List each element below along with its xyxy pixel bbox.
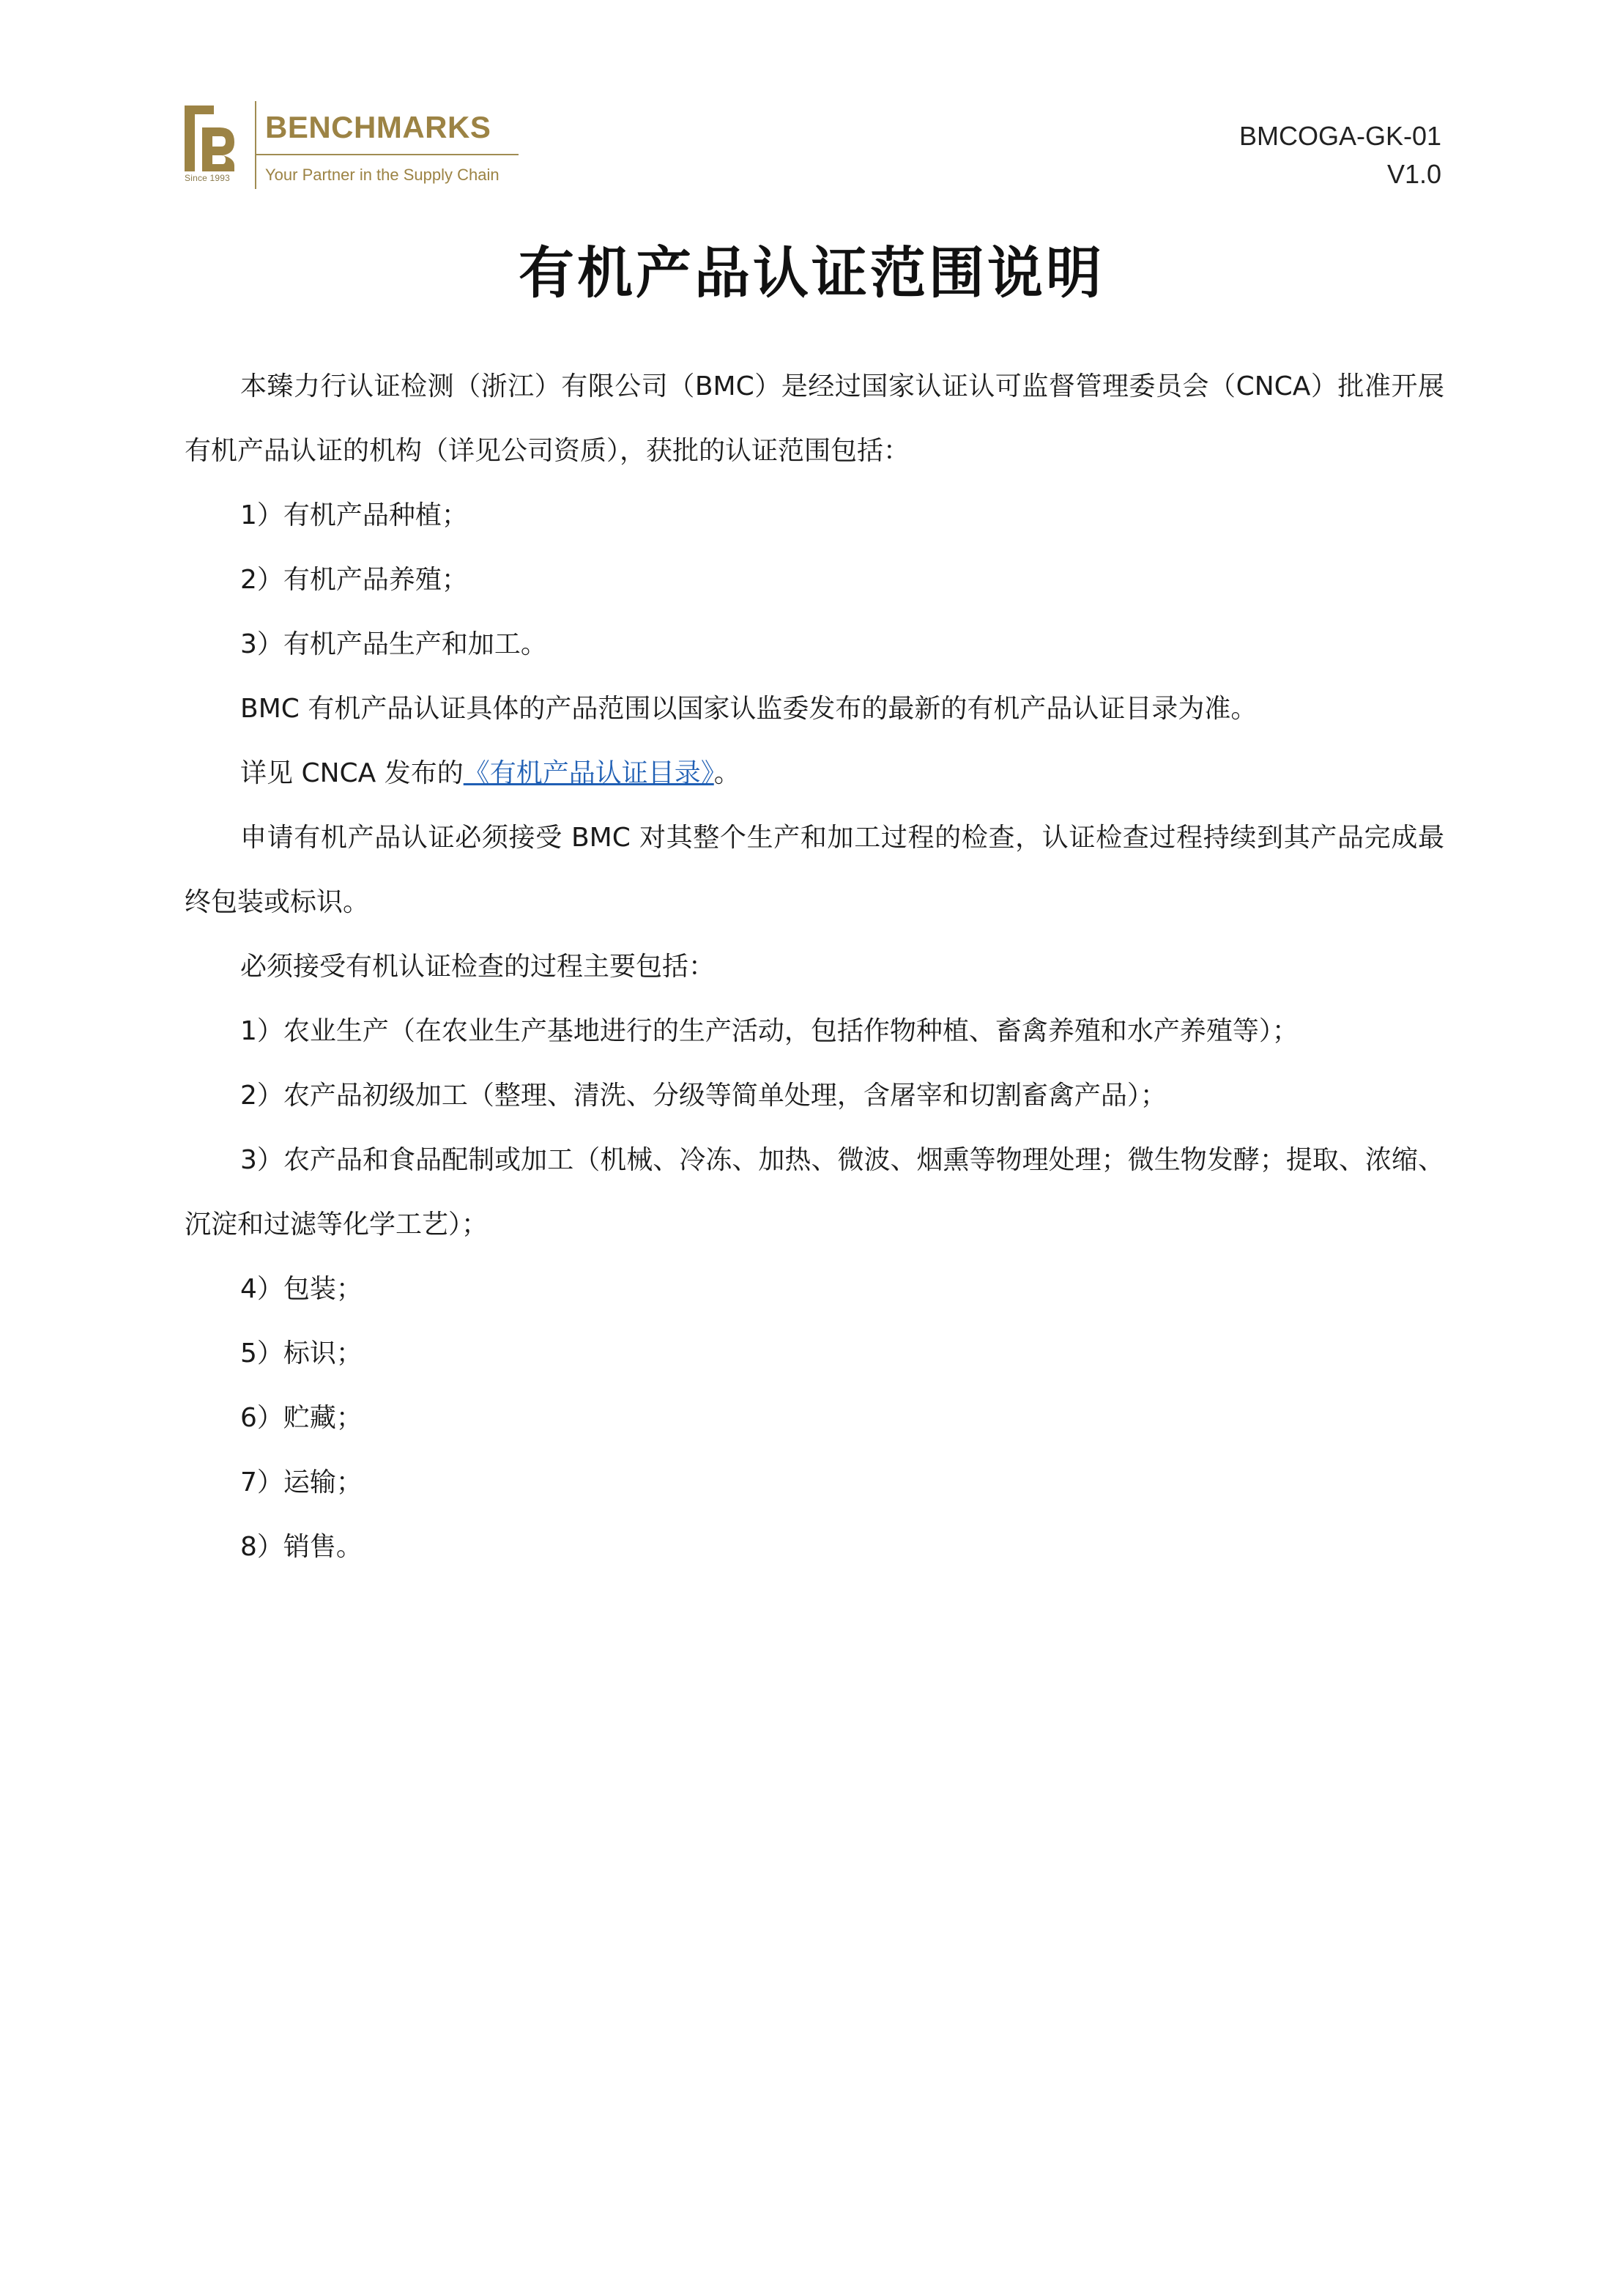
process-item: 4）包装； <box>240 1274 363 1304</box>
scope-item: 2）有机产品养殖； <box>240 565 468 595</box>
scope-note-paragraph: BMC 有机产品认证具体的产品范围以国家认监委发布的最新的有机产品认证目录为准。 <box>240 694 1258 724</box>
process-item: 6）贮藏； <box>240 1403 363 1433</box>
process-intro-paragraph: 必须接受有机认证检查的过程主要包括： <box>240 952 716 982</box>
logo-divider-horizontal <box>255 154 519 155</box>
catalog-reference-suffix: 。 <box>713 758 740 788</box>
process-item: 2）农产品初级加工（整理、清洗、分级等简单处理，含屠宰和切割畜禽产品）； <box>240 1081 1167 1111</box>
page-title: 有机产品认证范围说明 <box>519 240 1104 305</box>
document-code-block <box>1239 117 1441 193</box>
process-item: 3）农产品和食品配制或加工（机械、冷冻、加热、微波、烟熏等物理处理；微生物发酵；提取、浓缩、沉淀和过滤等化学工艺）； <box>185 1145 1444 1240</box>
intro-paragraph: 本臻力行认证检测（浙江）有限公司（BMC）是经过国家认证认可监督管理委员会（CNCA）批准开展有机产品认证的机构（详见公司资质），获批的认证范围包括： <box>185 371 1444 466</box>
catalog-link[interactable]: 《有机产品认证目录》 <box>463 758 714 788</box>
logo-divider-vertical <box>255 101 256 189</box>
process-item: 1）农业生产（在农业生产基地进行的生产活动，包括作物种植、畜禽养殖和水产养殖等）； <box>240 1016 1299 1046</box>
benchmarks-logo-mark-icon <box>185 105 237 171</box>
document-version: V1.0 <box>1386 159 1441 189</box>
catalog-reference-prefix: 详见 CNCA 发布的 <box>240 758 464 788</box>
scope-item: 3）有机产品生产和加工。 <box>240 629 547 659</box>
process-item: 7）运输； <box>240 1467 363 1497</box>
logo-tagline: Your Partner in the Supply Chain <box>265 166 499 184</box>
scope-item: 1）有机产品种植； <box>240 500 468 530</box>
process-item: 5）标识； <box>240 1338 363 1369</box>
process-item: 8）销售。 <box>240 1532 363 1562</box>
catalog-reference-paragraph <box>185 741 1444 806</box>
logo-name: BENCHMARKS <box>265 110 491 144</box>
inspection-paragraph: 申请有机产品认证必须接受 BMC 对其整个生产和加工过程的检查，认证检查过程持续到其产品完成最终包装或标识。 <box>185 823 1444 917</box>
document-code: BMCOGA-GK-01 <box>1238 121 1441 151</box>
company-logo <box>185 101 521 192</box>
logo-since-text: Since 1993 <box>185 173 231 183</box>
document-body <box>185 355 1444 1580</box>
